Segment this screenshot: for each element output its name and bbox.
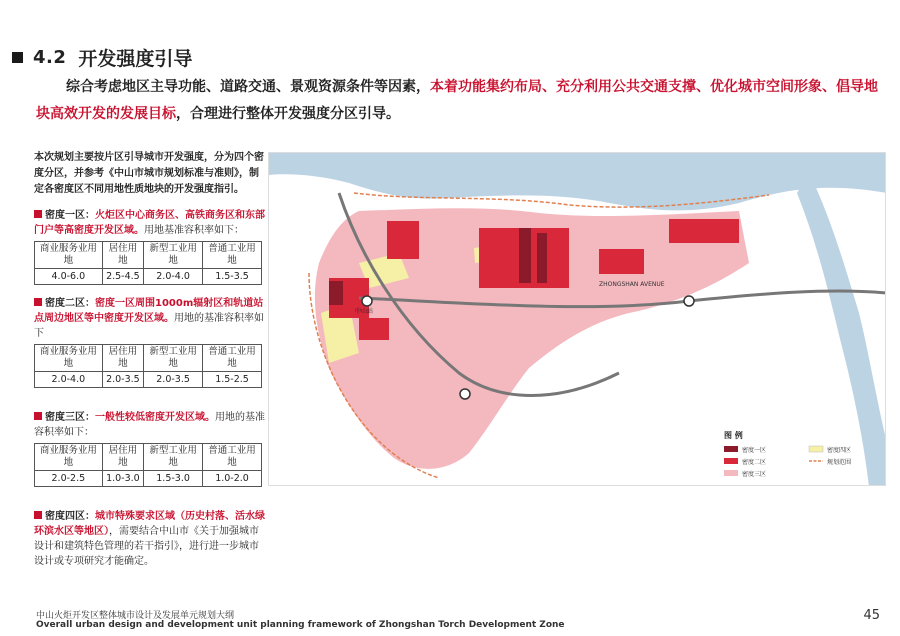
zone-4-note: ，需要结合中山市《关于加强城市设计和建筑特色管理的若干指引》，进行进一步城市设计或专项研究才能确定。 xyxy=(34,526,259,567)
table-cell: 2.0-2.5 xyxy=(35,471,103,487)
table-header: 普通工业用地 xyxy=(203,242,262,269)
intro-text-2: ，合理进行整体开发强度分区引导。 xyxy=(176,106,400,122)
intro-paragraph xyxy=(36,74,878,128)
zone-1-block xyxy=(34,208,266,285)
zone-bullet-icon xyxy=(34,511,42,519)
table-cell: 1.5-2.5 xyxy=(203,372,262,388)
zone-bullet-icon xyxy=(34,298,42,306)
table-cell: 1.5-3.0 xyxy=(144,471,203,487)
map-legend xyxy=(724,430,851,478)
table-cell: 2.0-3.5 xyxy=(102,372,143,388)
zone-1-note: 用地基准容积率如下： xyxy=(144,225,244,236)
zone-3-table xyxy=(34,443,262,487)
table-header: 普通工业用地 xyxy=(203,444,262,471)
legend-swatch-zone-1 xyxy=(724,446,738,452)
legend-swatch-zone-2 xyxy=(724,458,738,464)
legend-label-zone-4: 密度四区 xyxy=(827,447,852,454)
legend-label-boundary: 规划范围 xyxy=(827,459,852,466)
zone-2-desc: 密度一区周围1000m辐射区和轨道站点周边地区等中密度开发区域。 xyxy=(34,298,264,324)
intro-highlight: 本着功能集约布局、充分利用公共交通支撑、优化城市空间形象、倡导地块高效开发的发展目标 xyxy=(36,79,878,122)
station-icon xyxy=(684,296,694,306)
zone-3-desc: 一般性较低密度开发区域。 xyxy=(95,412,215,423)
table-cell: 2.0-4.0 xyxy=(35,372,103,388)
table-header: 居住用地 xyxy=(102,345,143,372)
river xyxy=(269,153,886,210)
zone-4-block xyxy=(34,509,266,569)
table-cell: 2.0-4.0 xyxy=(144,269,203,285)
zone-3-name: 密度三区： xyxy=(45,412,95,423)
table-header: 普通工业用地 xyxy=(203,345,262,372)
section-heading xyxy=(12,44,192,71)
zone-bullet-icon xyxy=(34,210,42,218)
heading-square-icon xyxy=(12,52,23,63)
table-cell: 1.0-2.0 xyxy=(203,471,262,487)
table-cell: 4.0-6.0 xyxy=(35,269,103,285)
station-icon xyxy=(460,389,470,399)
legend-label-zone-3: 密度三区 xyxy=(742,471,767,478)
zone-4-heading xyxy=(34,509,266,569)
lead-text: 本次规划主要按片区引导城市开发强度，分为四个密度分区，并参考《中山市城市规划标准与准则》，制定各密度区不同用地性质地块的开发强度指引。 xyxy=(34,152,264,195)
table-cell: 1.0-3.0 xyxy=(102,471,143,487)
zone-2-block xyxy=(34,296,266,388)
legend-swatch-zone-4 xyxy=(809,446,823,452)
section-number: 4.2 xyxy=(33,47,67,68)
table-header: 新型工业用地 xyxy=(144,345,203,372)
zone-3-note: 用地的基准容积率如下： xyxy=(34,412,265,438)
zone-2-heading xyxy=(34,296,266,341)
zone-2-block xyxy=(669,219,739,243)
legend-label-zone-1: 密度一区 xyxy=(742,447,767,454)
river-east-channel xyxy=(797,173,886,486)
footer-title-cn: 中山火炬开发区整体城市设计及发展单元规划大纲 xyxy=(36,611,235,621)
table-header: 居住用地 xyxy=(102,242,143,269)
zone-bullet-icon xyxy=(34,412,42,420)
legend-title: 图 例 xyxy=(724,431,743,440)
zone-1-table xyxy=(34,241,262,285)
road-label: ZHONGSHAN AVENUE xyxy=(599,281,665,288)
zone-2-table xyxy=(34,344,262,388)
intro-text-1: 综合考虑地区主导功能、道路交通、景观资源条件等因素， xyxy=(66,79,430,95)
table-header: 商业服务业用地 xyxy=(35,242,103,269)
zone-3-block xyxy=(34,410,266,487)
zone-2-name: 密度二区： xyxy=(45,298,95,309)
table-header: 新型工业用地 xyxy=(144,444,203,471)
map-canvas xyxy=(269,153,886,486)
table-header: 商业服务业用地 xyxy=(35,444,103,471)
density-zoning-map xyxy=(268,152,886,486)
table-cell: 2.5-4.5 xyxy=(102,269,143,285)
zone-1-name: 密度一区： xyxy=(45,210,95,221)
zone-4-desc: 城市特殊要求区域（历史村落、活水绿环滨水区等地区） xyxy=(34,511,265,537)
legend-swatch-zone-3 xyxy=(724,470,738,476)
density-guidance-panel xyxy=(34,150,266,569)
table-header: 新型工业用地 xyxy=(144,242,203,269)
footer-title-en: Overall urban design and development unit planning framework of Zhongshan Torch Development Zone xyxy=(36,620,565,630)
zone-4-name: 密度四区： xyxy=(45,511,95,522)
table-cell: 1.5-3.5 xyxy=(203,269,262,285)
legend-label-zone-2: 密度二区 xyxy=(742,459,767,466)
zone-2-block xyxy=(387,221,419,259)
zone-1-block xyxy=(519,228,531,283)
zone-1-block xyxy=(537,233,547,283)
table-cell: 2.0-3.5 xyxy=(144,372,203,388)
station-label: 中山站 xyxy=(355,308,374,315)
zone-3-heading xyxy=(34,410,266,440)
zone-2-note: 用地的基准容积率如下 xyxy=(34,313,264,339)
page-number: 45 xyxy=(863,608,880,623)
table-header: 居住用地 xyxy=(102,444,143,471)
zone-2-block xyxy=(359,318,389,340)
zone-1-block xyxy=(329,281,343,305)
zone-2-block xyxy=(599,249,644,274)
station-icon xyxy=(362,296,372,306)
zone-1-desc: 火炬区中心商务区、高铁商务区和东部门户等高密度开发区域。 xyxy=(34,210,265,236)
table-header: 商业服务业用地 xyxy=(35,345,103,372)
section-title: 开发强度引导 xyxy=(78,48,193,70)
zone-1-heading xyxy=(34,208,266,238)
